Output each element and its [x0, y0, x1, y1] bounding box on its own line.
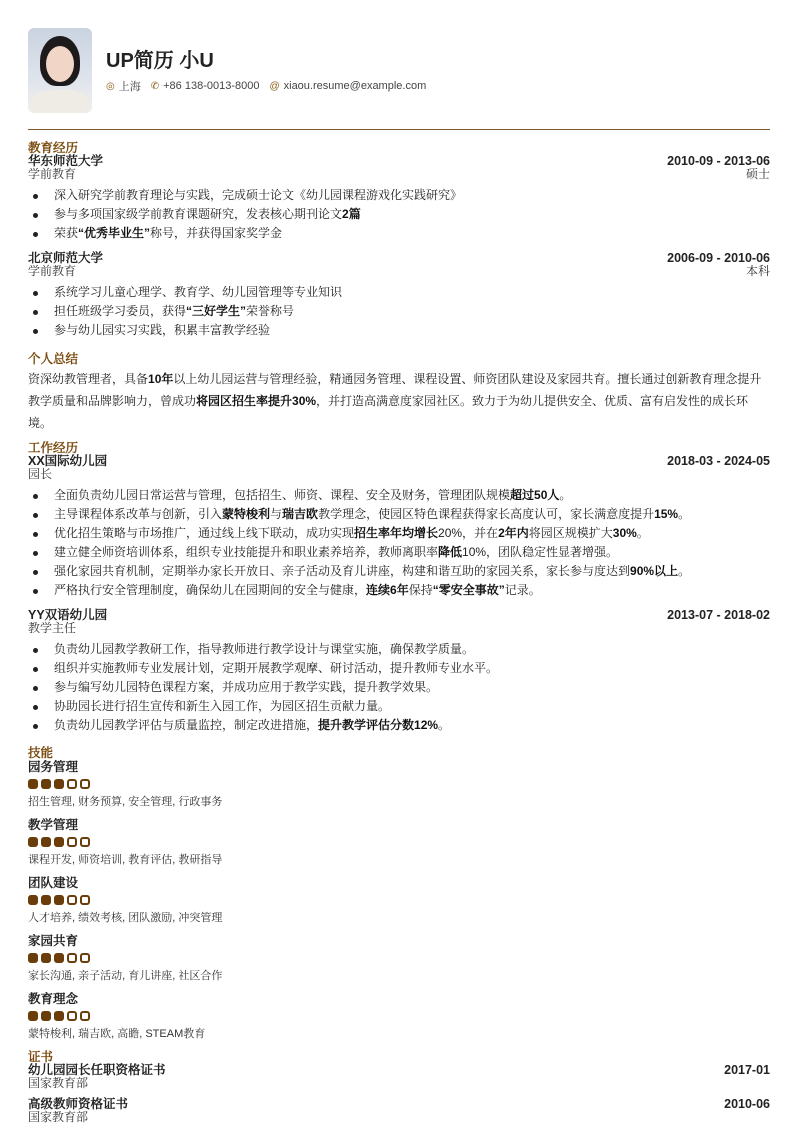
entry-header	[28, 455, 770, 468]
skill-name: 团队建设	[28, 876, 79, 890]
bullet-list	[28, 640, 770, 735]
section-title-summary: 个人总结	[28, 352, 79, 366]
empty-dot-icon	[80, 779, 90, 789]
list-item	[28, 697, 770, 716]
certificate-header	[28, 1064, 770, 1077]
skill-level-rating	[28, 837, 770, 847]
summary-text	[28, 368, 770, 434]
filled-dot-icon	[54, 837, 64, 847]
text-segment: 。	[438, 718, 451, 732]
text-segment: 教学理念，使园区特色课程获得家长高度认可，家长满意度提升	[318, 507, 655, 521]
entry-title: YY双语幼儿园	[28, 608, 108, 622]
certificate-date: 2017-01	[724, 1063, 770, 1077]
entry	[28, 455, 770, 600]
entry-degree: 本科	[745, 264, 770, 278]
text-segment: 建立健全师资培训体系，组织专业技能提升和职业素养培养，教师离职率	[54, 545, 439, 559]
text-segment: 系统学习儿童心理学、教育学、幼儿园管理等专业知识	[54, 285, 343, 299]
bold-text: 10年	[148, 372, 174, 386]
text-segment: 记录。	[504, 583, 541, 597]
list-item	[28, 186, 770, 205]
bold-text: 连续6年	[366, 583, 409, 597]
text-segment: 优化招生策略与市场推广，通过线上线下联动，成功实现	[54, 526, 355, 540]
empty-dot-icon	[80, 895, 90, 905]
entry-date: 2010-09 - 2013-06	[667, 154, 770, 168]
skill-keywords: 课程开发, 师资培训, 教育评估, 教研指导	[28, 854, 223, 866]
text-segment: 。	[636, 526, 649, 540]
email-link[interactable]: xiaou.resume@example.com	[283, 80, 427, 92]
entry	[28, 609, 770, 735]
list-item	[28, 283, 770, 302]
skill-keywords: 招生管理, 财务预算, 安全管理, 行政事务	[28, 796, 223, 808]
skill-name: 教育理念	[28, 992, 79, 1006]
phone-icon: ✆	[150, 80, 160, 92]
entry-role: 教学主任	[28, 621, 77, 635]
entry-title: XX国际幼儿园	[28, 454, 108, 468]
profile-photo	[28, 28, 92, 113]
bold-text: 2年内	[498, 526, 529, 540]
entry-date: 2013-07 - 2018-02	[667, 608, 770, 622]
empty-dot-icon	[67, 1011, 77, 1021]
skill-keywords: 人才培养, 绩效考核, 团队激励, 冲突管理	[28, 912, 223, 924]
filled-dot-icon	[28, 953, 38, 963]
list-item	[28, 562, 770, 581]
text-segment: 担任班级学习委员，获得	[54, 304, 187, 318]
section-title-work: 工作经历	[28, 441, 79, 455]
list-item	[28, 505, 770, 524]
resume-body	[28, 141, 770, 1123]
skill-item	[28, 760, 770, 809]
list-item	[28, 302, 770, 321]
filled-dot-icon	[28, 1011, 38, 1021]
location-icon: ◎	[106, 80, 115, 92]
text-segment: 参与多项国家级学前教育课题研究，发表核心期刊论文	[54, 207, 343, 221]
skill-name: 家园共育	[28, 934, 79, 948]
text-segment: 以上幼儿园运营与管理经验，精通园务管理、课程设置、师资团队建设及家园共育。擅长通过创新教育理念提升教学质量和品牌影响力，曾成功	[28, 372, 762, 408]
entry-role: 学前教育	[28, 167, 77, 181]
list-item	[28, 581, 770, 600]
entry-title: 华东师范大学	[28, 154, 104, 168]
empty-dot-icon	[67, 837, 77, 847]
bold-text: 招生率年均增长	[354, 526, 439, 540]
empty-dot-icon	[80, 1011, 90, 1021]
header-divider	[28, 129, 770, 130]
filled-dot-icon	[41, 895, 51, 905]
filled-dot-icon	[54, 895, 64, 905]
text-segment: 保持	[408, 583, 433, 597]
contact-info	[106, 78, 426, 94]
filled-dot-icon	[28, 895, 38, 905]
entry-title: 北京师范大学	[28, 251, 104, 265]
certificate-name: 高级教师资格证书	[28, 1097, 129, 1111]
empty-dot-icon	[80, 837, 90, 847]
certificate-issuer: 国家教育部	[28, 1076, 89, 1090]
text-segment: 协助园长进行招生宣传和新生入园工作，为园区招生贡献力量。	[54, 699, 391, 713]
text-segment: 主导课程体系改革与创新，引入	[54, 507, 223, 521]
skill-level-rating	[28, 779, 770, 789]
skill-item	[28, 992, 770, 1041]
bold-text: 超过50人	[510, 488, 560, 502]
filled-dot-icon	[54, 953, 64, 963]
text-segment: 与	[270, 507, 283, 521]
empty-dot-icon	[80, 953, 90, 963]
filled-dot-icon	[28, 779, 38, 789]
empty-dot-icon	[67, 953, 77, 963]
location-text: 上海	[118, 81, 141, 93]
empty-dot-icon	[67, 895, 77, 905]
filled-dot-icon	[41, 837, 51, 847]
text-segment: 参与幼儿园实习实践，积累丰富教学经验	[54, 323, 271, 337]
text-segment: 负责幼儿园教学评估与质量监控，制定改进措施，	[54, 718, 319, 732]
list-item	[28, 321, 770, 340]
text-segment: 负责幼儿园教学教研工作，指导教师进行教学设计与课堂实施，确保教学质量。	[54, 642, 475, 656]
text-segment: 荣获	[54, 226, 79, 240]
entry-header	[28, 609, 770, 622]
candidate-name: UP简历 小U	[106, 50, 214, 72]
text-segment: 20%，并在	[438, 526, 499, 540]
text-segment: 参与编写幼儿园特色课程方案，并成功应用于教学实践，提升教学效果。	[54, 680, 439, 694]
section-title-education: 教育经历	[28, 141, 79, 155]
entry-subtitle	[28, 265, 770, 277]
list-item	[28, 224, 770, 243]
list-item	[28, 524, 770, 543]
text-segment: 将园区规模扩大	[528, 526, 613, 540]
section-title-skills: 技能	[28, 746, 54, 760]
text-segment: 资深幼教管理者，具备	[28, 372, 149, 386]
filled-dot-icon	[41, 953, 51, 963]
entry-degree: 硕士	[745, 167, 770, 181]
bold-text: 降低	[438, 545, 463, 559]
list-item	[28, 543, 770, 562]
text-segment: 严格执行安全管理制度，确保幼儿在园期间的安全与健康，	[54, 583, 367, 597]
skill-item	[28, 876, 770, 925]
skill-keywords: 蒙特梭利, 瑞吉欧, 高瞻, STEAM教育	[28, 1028, 206, 1040]
skill-name: 园务管理	[28, 760, 79, 774]
bold-text: 2篇	[342, 207, 361, 221]
text-segment: ，并打造高满意度家园社区。致力于为幼儿提供安全、优质、富有启发性的成长环境。	[28, 394, 749, 430]
text-segment: 10%，团队稳定性显著增强。	[462, 545, 619, 559]
filled-dot-icon	[54, 1011, 64, 1021]
skill-item	[28, 818, 770, 867]
entry	[28, 155, 770, 243]
text-segment: 强化家园共育机制，定期举办家长开放日、亲子活动及育儿讲座，构建和谐互助的家园关系，家长参与度达到	[54, 564, 631, 578]
certificate-name: 幼儿园园长任职资格证书	[28, 1063, 166, 1077]
bullet-list	[28, 486, 770, 600]
list-item	[28, 678, 770, 697]
phone-text: +86 138-0013-8000	[163, 80, 260, 92]
text-segment: 全面负责幼儿园日常运营与管理，包括招生、师资、课程、安全及财务，管理团队规模	[54, 488, 511, 502]
entry-date: 2006-09 - 2010-06	[667, 251, 770, 265]
skill-keywords: 家长沟通, 亲子活动, 育儿讲座, 社区合作	[28, 970, 223, 982]
text-segment: 荣誉称号	[246, 304, 295, 318]
bold-text: 30%	[612, 526, 637, 540]
text-segment: 组织并实施教师专业发展计划，定期开展教学观摩、研讨活动，提升教师专业水平。	[54, 661, 499, 675]
entry-role: 学前教育	[28, 264, 77, 278]
filled-dot-icon	[41, 779, 51, 789]
entry-role: 园长	[28, 467, 53, 481]
list-item	[28, 486, 770, 505]
bold-text: 提升教学评估分数12%	[318, 718, 439, 732]
bold-text: 90%以上	[630, 564, 679, 578]
bold-text: 瑞吉欧	[282, 507, 319, 521]
entry-subtitle	[28, 468, 770, 480]
filled-dot-icon	[54, 779, 64, 789]
certificate-item	[28, 1098, 770, 1123]
skill-name: 教学管理	[28, 818, 79, 832]
text-segment: 深入研究学前教育理论与实践，完成硕士论文《幼儿园课程游戏化实践研究》	[54, 188, 463, 202]
list-item	[28, 659, 770, 678]
certificate-item	[28, 1064, 770, 1089]
certificate-issuer: 国家教育部	[28, 1110, 89, 1124]
certificate-header	[28, 1098, 770, 1111]
bullet-list	[28, 283, 770, 340]
text-segment: 。	[559, 488, 572, 502]
resume-header	[28, 28, 426, 113]
skill-item	[28, 934, 770, 983]
skill-level-rating	[28, 895, 770, 905]
filled-dot-icon	[41, 1011, 51, 1021]
bold-text: 将园区招生率提升30%	[196, 394, 317, 408]
text-segment: 。	[678, 564, 691, 578]
skill-level-rating	[28, 953, 770, 963]
bold-text: 蒙特梭利	[222, 507, 271, 521]
entry-header	[28, 155, 770, 168]
bold-text: “三好学生”	[186, 304, 247, 318]
list-item	[28, 716, 770, 735]
empty-dot-icon	[67, 779, 77, 789]
list-item	[28, 205, 770, 224]
text-segment: 称号，并获得国家奖学金	[150, 226, 283, 240]
bullet-list	[28, 186, 770, 243]
bold-text: “优秀毕业生”	[78, 226, 151, 240]
skill-level-rating	[28, 1011, 770, 1021]
entry	[28, 252, 770, 340]
entry-subtitle	[28, 168, 770, 180]
bold-text: “零安全事故”	[432, 583, 505, 597]
entry-header	[28, 252, 770, 265]
filled-dot-icon	[28, 837, 38, 847]
section-title-certificates: 证书	[28, 1050, 54, 1064]
entry-date: 2018-03 - 2024-05	[667, 454, 770, 468]
email-icon: @	[269, 80, 280, 92]
list-item	[28, 640, 770, 659]
entry-subtitle	[28, 622, 770, 634]
text-segment: 。	[678, 507, 691, 521]
bold-text: 15%	[654, 507, 679, 521]
certificate-date: 2010-06	[724, 1097, 770, 1111]
